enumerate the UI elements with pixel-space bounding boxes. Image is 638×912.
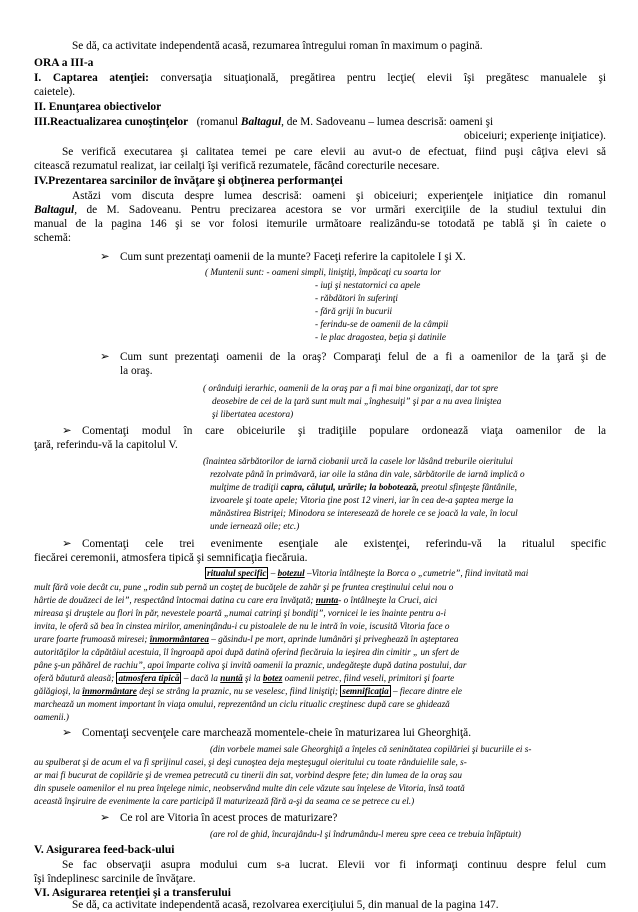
q2-answer-line: ( orânduiţi ierarhic, oamenii de la oraş par a fi mai bine organizaţi, dar tot spre: [203, 383, 498, 393]
arrow-bullet-icon: ➢: [100, 251, 110, 263]
q6-answer: (are rol de ghid, încurajându-l şi îndrumându-l mereu spre ceea ce trebuia înfăptuit): [210, 829, 521, 839]
section-4-line-2: [34, 204, 606, 217]
question-3-text: Comentaţi modul în care obiceiurile şi tradiţiile populare ordonează viaţa oamenilor de la: [82, 425, 606, 437]
section-4-line-3: manual de la pagina 146 şi se vor folosi itemurile următoare realizându-se totodată pe tablă şi în caiete o: [34, 218, 606, 230]
section-6-text: Se dă, ca activitate independentă acasă, rezolvarea exerciţiului 5, din manual de la pagina 147.: [72, 899, 499, 911]
question-2-line-2: la oraş.: [120, 365, 153, 377]
section-6-heading: VI. Asigurarea retenţiei şi a transferului: [34, 887, 231, 899]
q5-answer-line: această înşiruire de evenimente la care participă îl maturizează fără a-şi da seama ce se petrece cu el.): [34, 796, 415, 806]
book-title: Baltagul: [240, 116, 282, 128]
keyword-botezul: botezul: [277, 568, 305, 578]
q1-trait: - le plac dragostea, beţia şi datinile: [315, 332, 446, 342]
section-4-line-4: schemă:: [34, 232, 72, 244]
q1-trait: - fără griji în bucurii: [315, 306, 393, 316]
section-4-heading: IV.Prezentarea sarcinilor de învăţare şi obţinerea performanţei: [34, 175, 343, 187]
q4-answer-line: invita, le oferă să bea în cinstea mirilor, ameninţându-i cu pistoalele de nu le intră în voie, iscusită Vitoria face o: [34, 621, 450, 631]
section-2-heading: II. Enunţarea obiectivelor: [34, 101, 162, 113]
question-4-line-2: fiecărei ceremonii, atmosfera tipică şi semnificaţia fiecăruia.: [34, 552, 308, 564]
q4-text: şi la: [245, 673, 261, 683]
question-6: [100, 812, 606, 825]
q3-answer-line: mănăstirea Bistriţei; Minodora se interesează de horele ce se joacă la vale, în locul: [210, 508, 518, 518]
arrow-bullet-icon: ➢: [62, 727, 72, 739]
question-5: [62, 727, 606, 740]
q2-answer-line: şi libertatea acestora): [212, 409, 294, 419]
q4-answer-line: [34, 634, 606, 645]
question-3-line-1: [62, 425, 606, 438]
section-4-line-1: Astăzi vom discuta despre lumea descrisă: oameni şi obiceiuri; experienţele iniţiatice din romanul: [72, 190, 606, 202]
q4-text: urare foarte frumoasă miresei;: [34, 634, 148, 644]
q5-answer-line: (din vorbele mamei sale Gheorghiţă a înţeles că seninătatea copilăriei şi bucuriile ei s-: [210, 744, 532, 754]
question-4-text: Comentaţi cele trei evenimente esenţiale ale existenţei, referindu-vă la ritualul specific: [82, 538, 606, 550]
question-1: [100, 251, 606, 264]
q4-answer-line: pâne ş-un păhărel de rachiu”, apoi împarte coliva şi invită oamenii la praznic, undegăteşte după datina postului, dar: [34, 660, 467, 670]
section-1-text: conversaţia situaţională, pregătirea pentru lecţie( elevii îşi pregătesc manualele şi: [160, 72, 606, 84]
q5-answer-line: din spusele oamenilor el nu prea înţelege nimic, neobservând multe din cele văzute sau înţelese de Vitoria, însă toată: [34, 783, 465, 793]
q3-answer-line: (înaintea sărbătorilor de iarnă ciobanii urcă la casele lor lăsând treburile oieritului: [203, 456, 513, 466]
keyword-inmormantare: înmormântare: [82, 686, 137, 696]
section-3-line-1: [34, 116, 606, 129]
q4-answer-line: [34, 686, 606, 697]
q4-answer-line: [34, 595, 606, 606]
q5-answer-line: ar mai fi bucurat de copilărie şi de vremea petrecută cu tinerii din sat, vorbind despre fete; din lumea de la oraş sau: [34, 770, 462, 780]
section-5-heading: V. Asigurarea feed-back-ului: [34, 844, 175, 856]
q1-trait: - ferindu-se de oamenii de la câmpii: [315, 319, 449, 329]
question-2-text: Cum sunt prezentaţi oamenii de la oraş? Comparaţi felul de a fi a oamenilor de la ţară şi de: [120, 351, 606, 363]
section-3-text-b: , de M. Sadoveanu – lumea descrisă: oameni şi: [281, 116, 494, 128]
section-5-line-2: îşi îndeplinesc sarcinile de învăţare.: [34, 873, 196, 885]
q3-answer-text-c: preotul sfinţeşte fântânile,: [421, 482, 517, 492]
question-5-text: Comentaţi secvenţele care marchează momentele-cheie în maturizarea lui Gheorghiţă.: [82, 727, 472, 739]
q4-answer-line: oamenii.): [34, 712, 69, 722]
arrow-bullet-icon: ➢: [62, 538, 72, 550]
q3-traditions-bold: capra, căluţul, urările; la bobotează,: [280, 482, 419, 492]
q4-answer-line: mult fără voie decât cu, pune „rodin sub pernă un coşteţ de bucăţele de zahăr şi pe fruntea creştinului celui nou o: [34, 582, 454, 592]
section-3-text: (romanul: [196, 116, 239, 128]
q4-text: oferă băutură aleasă;: [34, 673, 115, 683]
q4-answer-line: mireasa şi druştele au flori în păr, nevestele poartă „numai catrinţi şi bondiţi”, vornicei le ies înainte pentru a-i: [34, 608, 447, 618]
q4-text: - o întâlneşte la Cruci, aici: [338, 595, 438, 605]
q4-text: – dacă la: [183, 673, 218, 683]
q4-text: oamenii petrec, fiind veseli, primitori şi foarte: [284, 673, 455, 683]
q4-answer-line-1: ritualul specific – botezul –Vitoria întâlneşte la Borca o „cumetrie”, fiind invitată mai: [207, 568, 529, 578]
keyword-nunta: nunta: [315, 595, 339, 605]
q4-answer-line: autorităţilor la căpătâiul acestuia, îl îngroapă apoi după datină oferind fiecăruia la ieşirea din cimitir „ un sfert de: [34, 647, 460, 657]
q1-trait: - iuţi şi nestatornici ca apele: [315, 280, 421, 290]
arrow-bullet-icon: ➢: [100, 812, 110, 824]
keyword-inmormantarea: înmormântarea: [149, 634, 209, 644]
q5-answer-line: au spulberat şi de acum el va fi sprijinul casei, şi deşi cunoştea deja meşteşugul oieritului cu toate rânduielile sale, s-: [34, 757, 467, 767]
arrow-bullet-icon: ➢: [100, 351, 110, 363]
arrow-bullet-icon: ➢: [62, 425, 72, 437]
q4-answer-line: marchează un moment important în viaţa omului, reprezentând un ciclu ritualic creştinesc după care se ghidează: [34, 699, 450, 709]
keyword-botez: botez: [262, 673, 283, 683]
question-3-line-2: ţară, referindu-vă la capitolul V.: [34, 439, 178, 451]
homework-check-line-1: Se verifică executarea şi calitatea temei pe care elevii au avut-o de efectuat, fiind puşi câţiva elevi să: [62, 146, 606, 158]
lesson-title: ORA a III-a: [34, 57, 94, 69]
section-5-line-1: Se fac observaţii asupra modului cum s-a lucrat. Elevii vor fi informaţi continuu despre felul cum: [62, 859, 606, 871]
section-3-line-2: obiceiuri; experienţe iniţiatice).: [463, 130, 606, 142]
q4-text: deşi se strâng la praznic, nu se veselesc, fiind liniştiţi;: [139, 686, 338, 696]
q1-answer-intro: ( Muntenii sunt: - oameni simpli, liniştiţi, împăcaţi cu soarta lor: [205, 267, 441, 277]
question-2-line-1: [100, 351, 606, 364]
q2-answer-line: deosebire de cei de la ţară sunt mult mai „înghesuiţi” şi par a nu avea liniştea: [212, 396, 502, 406]
homework-check-line-2: citească rezumatul realizat, iar ceilalţi îşi verifică rezumatele, făcând corecturile necesare.: [34, 160, 440, 172]
section-1-line-2: caietele).: [34, 86, 76, 98]
q4-text: – găsindu-l pe mort, aprinde lumânări şi priveghează în aşteptarea: [211, 634, 459, 644]
q3-answer-line: unde iernează oile; etc.): [210, 521, 300, 531]
q4-text: hârtie de douăzeci de lei”, respectând întocmai datina cu care era învăţată;: [34, 595, 314, 605]
q4-text: gălăgioşi, la: [34, 686, 80, 696]
q3-answer-line: [210, 482, 606, 493]
section-3-heading: III.Reactualizarea cunoştinţelor: [34, 116, 189, 128]
section-1-heading: I. Captarea atenţiei:: [34, 72, 149, 84]
question-4-line-1: [62, 538, 606, 551]
book-title-2: Baltagul: [34, 204, 75, 216]
q3-answer-line: rezolvate până în primăvară, iar oile la stâna din vale, sărbătorile de iarnă implică o: [210, 469, 525, 479]
question-1-text: Cum sunt prezentaţi oamenii de la munte? Faceţi referire la capitolele I şi X.: [120, 251, 466, 263]
q4-answer-line: [34, 673, 606, 684]
intro-paragraph: Se dă, ca activitate independentă acasă, rezumarea întregului roman în maximum o pagină.: [72, 40, 483, 52]
q3-answer-line: izvoarele şi toate apele; Vitoria ţine post 12 vineri, iar în cea de-a şaptea merge la: [210, 495, 514, 505]
q4-text: –Vitoria întâlneşte la Borca o „cumetrie”, fiind invitată mai: [307, 568, 529, 578]
q4-text: – fiecare dintre ele: [393, 686, 462, 696]
question-6-text: Ce rol are Vitoria în acest proces de maturizare?: [120, 812, 338, 824]
q3-answer-text: mulţime de tradiţii: [210, 482, 279, 492]
section-1-line-1: [34, 72, 606, 85]
q1-trait: - răbdători în suferinţi: [315, 293, 398, 303]
keyword-nunta-2: nuntă: [220, 673, 243, 683]
keyword-ritual-boxed: ritualul specific: [207, 568, 267, 578]
section-4-text-b: , de M. Sadoveanu. Pentru precizarea acestora se vor urmări exerciţiile de la studiul textului din: [74, 204, 606, 216]
keyword-semnificatia-boxed: semnificaţia: [342, 686, 389, 696]
keyword-atmosfera-boxed: atmosfera tipică: [118, 673, 180, 683]
